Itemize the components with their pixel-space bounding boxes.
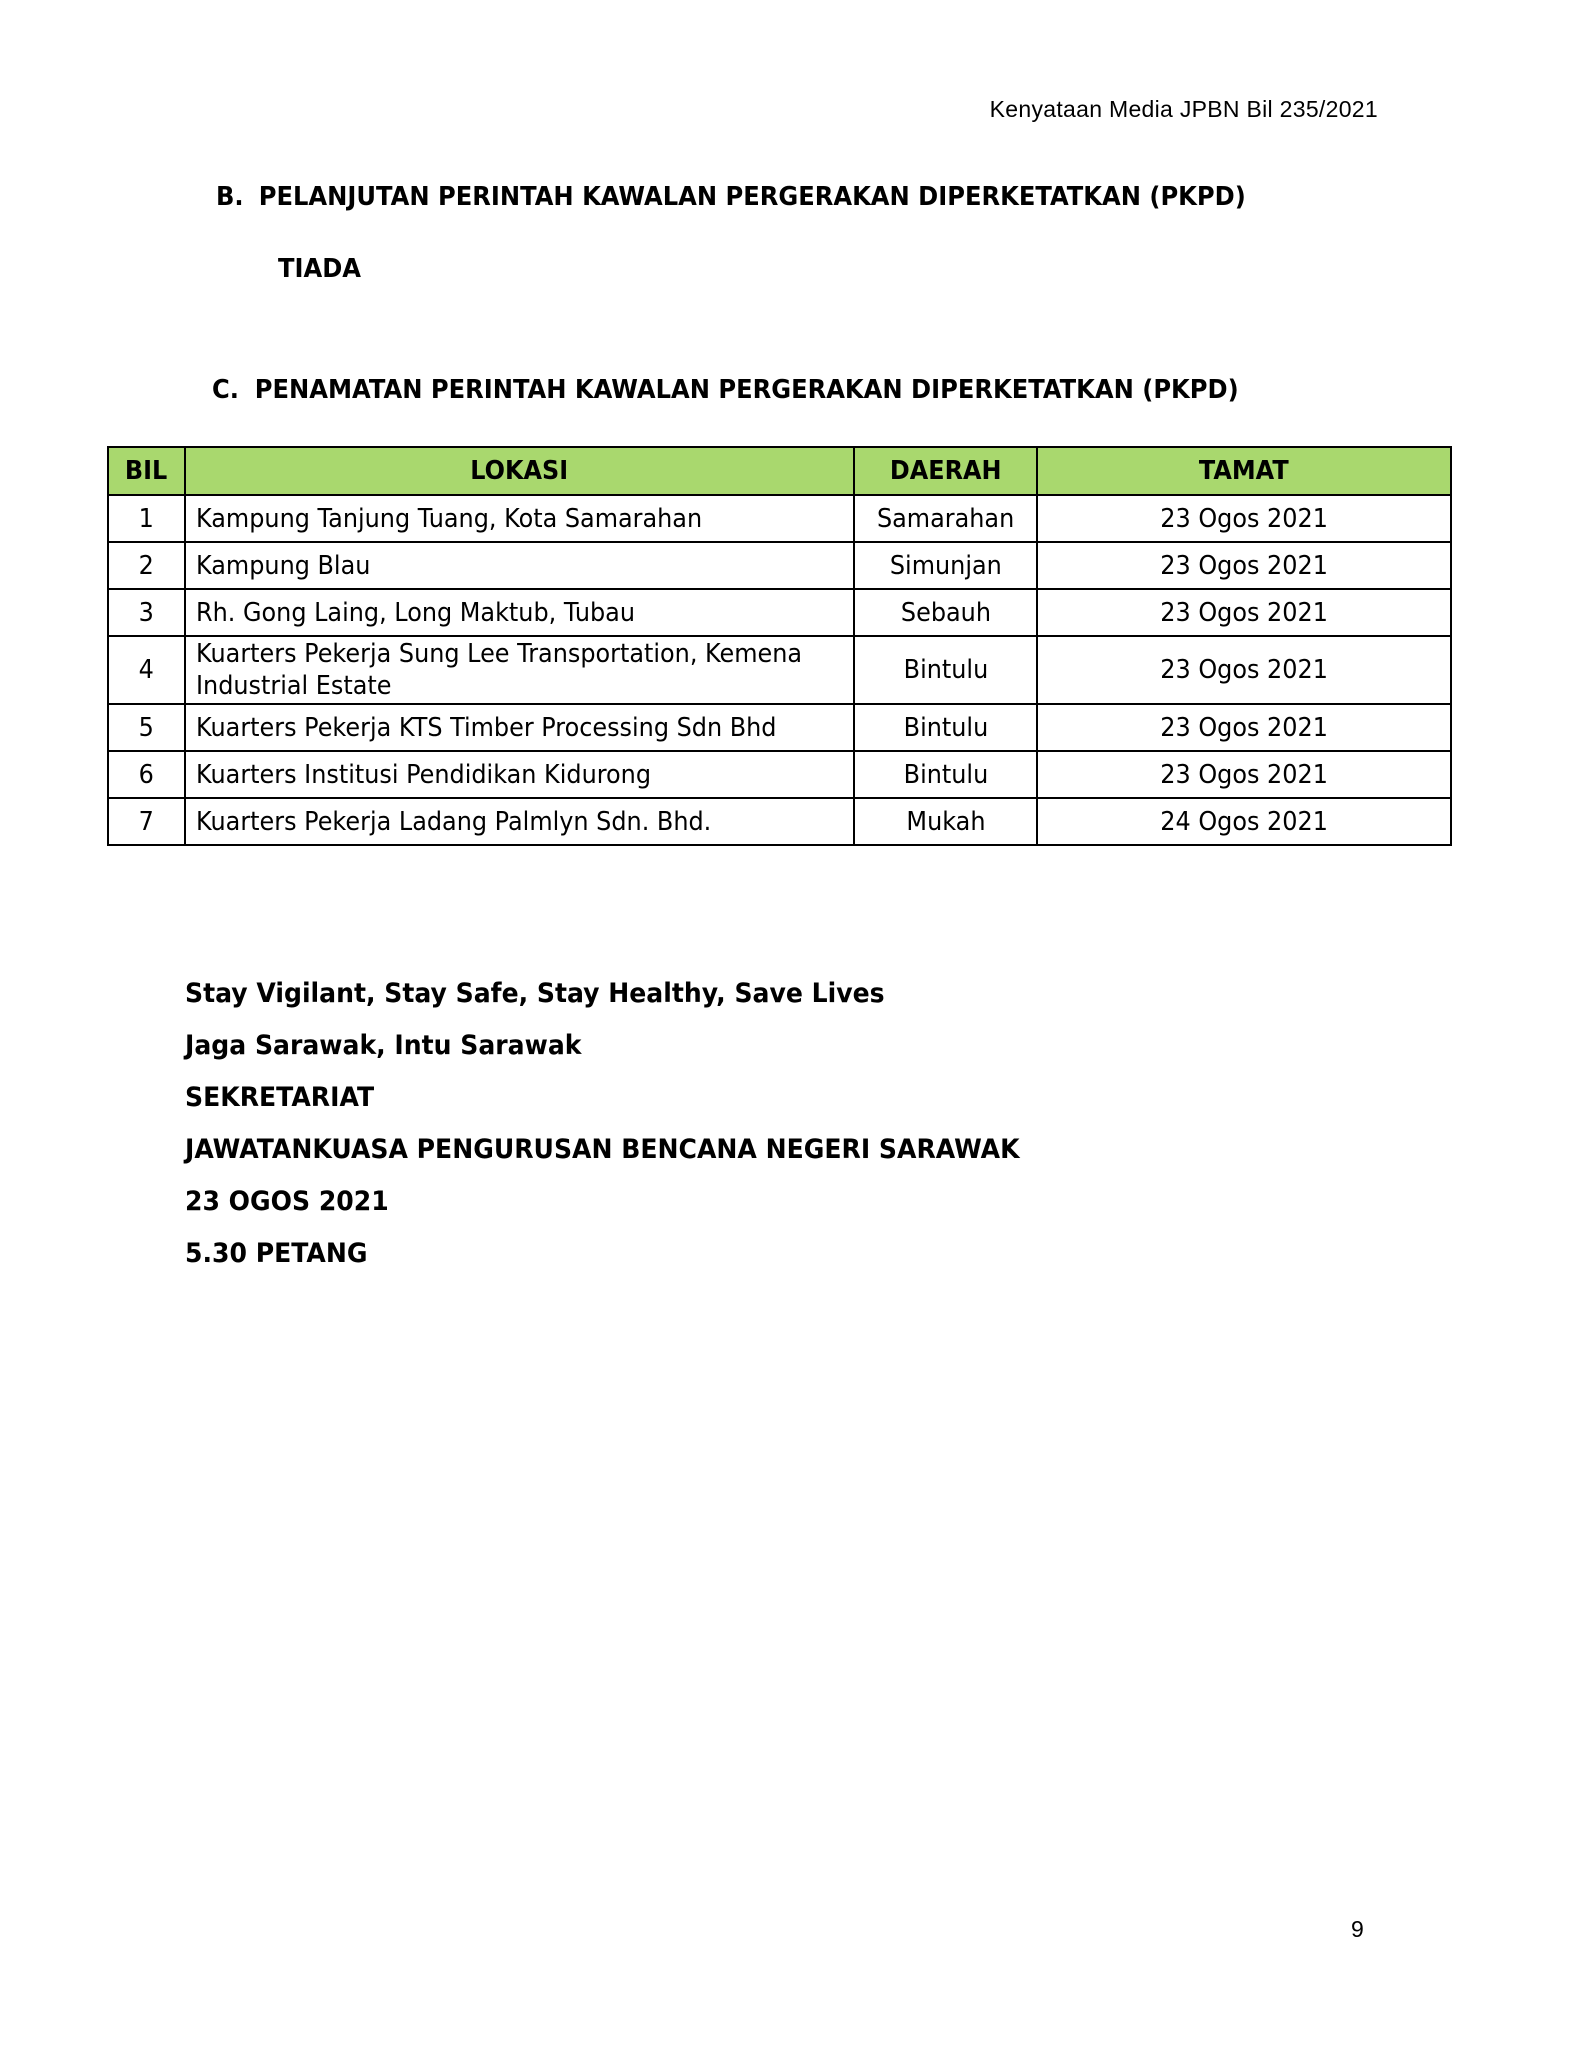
- closing-committee: JAWATANKUASA PENGURUSAN BENCANA NEGERI SARAWAK: [185, 1134, 1020, 1165]
- pkpd-table: [107, 446, 1452, 846]
- section-b-letter: B.: [216, 182, 244, 212]
- table-row: [108, 589, 1451, 636]
- table-header-row: [108, 447, 1451, 495]
- section-c-title: PENAMATAN PERINTAH KAWALAN PERGERAKAN DIPERKETATKAN (PKPD): [254, 375, 1239, 405]
- table-row: [108, 704, 1451, 751]
- cell-tamat: 23 Ogos 2021: [1037, 636, 1451, 704]
- cell-tamat: 23 Ogos 2021: [1037, 704, 1451, 751]
- cell-bil: 1: [108, 495, 185, 542]
- closing-office: SEKRETARIAT: [185, 1082, 375, 1113]
- cell-lokasi: Kuarters Institusi Pendidikan Kidurong: [185, 751, 854, 798]
- cell-tamat: 23 Ogos 2021: [1037, 589, 1451, 636]
- cell-bil: 5: [108, 704, 185, 751]
- cell-lokasi: Rh. Gong Laing, Long Maktub, Tubau: [185, 589, 854, 636]
- cell-daerah: Samarahan: [854, 495, 1037, 542]
- cell-lokasi: Kuarters Pekerja KTS Timber Processing Sdn Bhd: [185, 704, 854, 751]
- cell-daerah: Bintulu: [854, 751, 1037, 798]
- table-row: [108, 751, 1451, 798]
- header-bil: BIL: [108, 447, 185, 495]
- table-row: [108, 495, 1451, 542]
- cell-daerah: Bintulu: [854, 704, 1037, 751]
- cell-bil: 3: [108, 589, 185, 636]
- header-tamat: TAMAT: [1037, 447, 1451, 495]
- section-c-letter: C.: [212, 375, 239, 405]
- closing-date: 23 OGOS 2021: [185, 1186, 389, 1217]
- header-lokasi: LOKASI: [185, 447, 854, 495]
- section-c-heading: [212, 375, 1239, 405]
- cell-lokasi: Kuarters Pekerja Sung Lee Transportation, Kemena Industrial Estate: [185, 636, 854, 704]
- cell-lokasi: Kuarters Pekerja Ladang Palmlyn Sdn. Bhd.: [185, 798, 854, 845]
- cell-bil: 6: [108, 751, 185, 798]
- closing-block: [185, 968, 1082, 1280]
- cell-tamat: 23 Ogos 2021: [1037, 542, 1451, 589]
- page-number: 9: [1351, 1916, 1364, 1942]
- cell-tamat: 23 Ogos 2021: [1037, 495, 1451, 542]
- cell-bil: 2: [108, 542, 185, 589]
- closing-slogan: Stay Vigilant, Stay Safe, Stay Healthy, Save Lives: [185, 978, 885, 1009]
- cell-daerah: Bintulu: [854, 636, 1037, 704]
- header-daerah: DAERAH: [854, 447, 1037, 495]
- closing-time: 5.30 PETANG: [185, 1238, 368, 1269]
- cell-tamat: 23 Ogos 2021: [1037, 751, 1451, 798]
- section-b-body: TIADA: [278, 254, 362, 284]
- cell-lokasi: Kampung Blau: [185, 542, 854, 589]
- cell-daerah: Simunjan: [854, 542, 1037, 589]
- cell-bil: 4: [108, 636, 185, 704]
- section-b-title: PELANJUTAN PERINTAH KAWALAN PERGERAKAN DIPERKETATKAN (PKPD): [258, 182, 1246, 212]
- table-row: [108, 542, 1451, 589]
- table-row: [108, 636, 1451, 704]
- closing-tagline: Jaga Sarawak, Intu Sarawak: [185, 1030, 582, 1061]
- cell-daerah: Mukah: [854, 798, 1037, 845]
- cell-daerah: Sebauh: [854, 589, 1037, 636]
- section-b-heading: [216, 182, 1246, 212]
- cell-bil: 7: [108, 798, 185, 845]
- cell-lokasi: Kampung Tanjung Tuang, Kota Samarahan: [185, 495, 854, 542]
- table-row: [108, 798, 1451, 845]
- cell-tamat: 24 Ogos 2021: [1037, 798, 1451, 845]
- document-reference: Kenyataan Media JPBN Bil 235/2021: [989, 96, 1378, 122]
